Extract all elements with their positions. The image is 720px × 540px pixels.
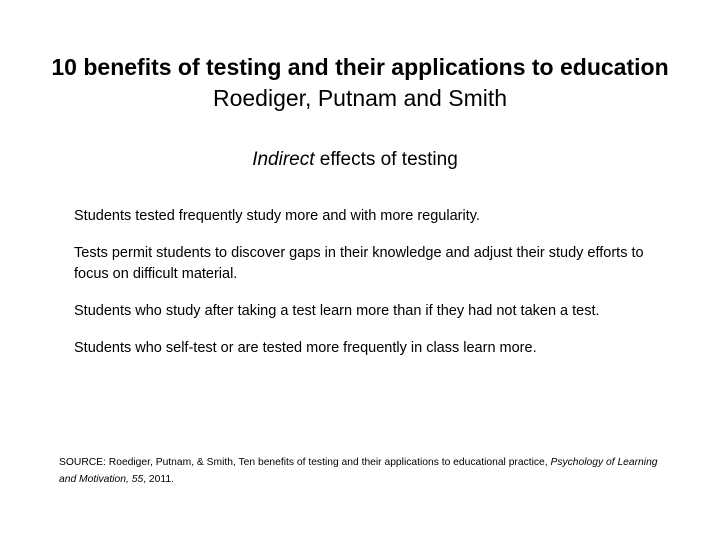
source-citation — [59, 454, 669, 488]
point-1: Students tested frequently study more and with more regularity. — [74, 208, 480, 224]
point-3: Students who study after taking a test learn more than if they had not taken a test. — [74, 303, 600, 319]
subtitle-emphasis: Indirect — [252, 149, 315, 170]
source-prefix: SOURCE: Roediger, Putnam, & Smith, Ten benefits of testing and their applications to educational practice, — [59, 457, 551, 468]
point-4: Students who self-test or are tested more frequently in class learn more. — [74, 340, 537, 356]
point-2: Tests permit students to discover gaps in their knowledge and adjust their study efforts to focus on difficult material. — [74, 245, 644, 282]
source-journal: Psychology of Learning and Motivation, — [59, 457, 658, 485]
slide-authors: Roediger, Putnam and Smith — [212, 85, 508, 111]
slide-title: 10 benefits of testing and their applications to education — [51, 54, 669, 80]
source-suffix: , 2011. — [143, 474, 174, 485]
slide-subtitle — [0, 147, 710, 173]
subtitle-rest: effects of testing — [314, 149, 458, 170]
points-list — [74, 206, 660, 375]
title-block — [0, 52, 720, 114]
source-volume: 55 — [131, 474, 144, 485]
